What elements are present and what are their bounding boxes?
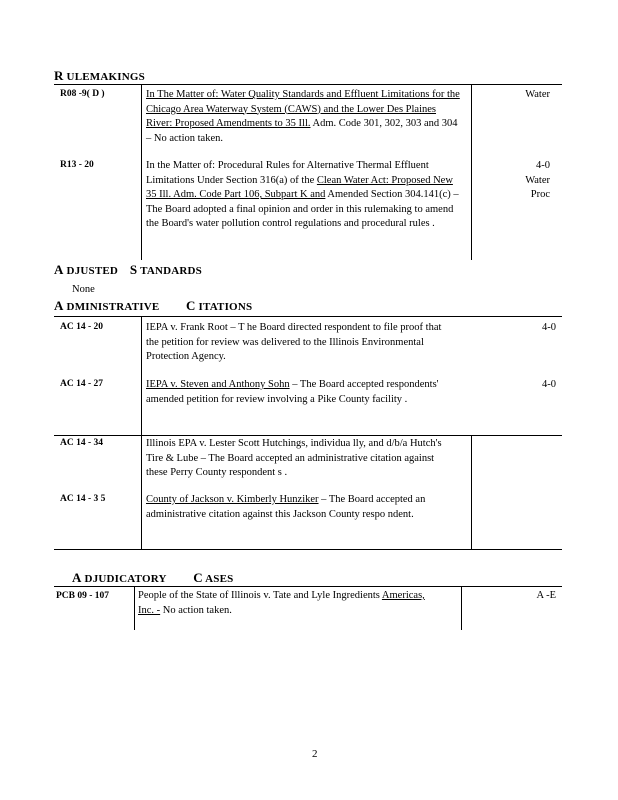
column-divider [134,586,135,630]
vote-cell: A -E [536,590,556,601]
divider [54,549,562,550]
case-number: R13 - 20 [60,160,94,170]
case-description: County of Jackson v. Kimberly Hunziker – The Board accepted an administrative citation against this Jackson County respo ndent. [146,494,426,520]
none-text: None [72,284,95,295]
column-divider [471,435,472,550]
case-description: IEPA v. Steven and Anthony Sohn – The Board accepted respondents' amended petition for review involving a Pike County facility . [146,379,439,405]
section-heading-administrative-citations: A DMINISTRATIVE C ITATIONS [54,298,253,313]
case-number: AC 14 - 27 [60,379,104,389]
divider [54,84,562,85]
case-number: R08 -9( D ) [60,89,105,99]
column-divider [471,84,472,260]
case-number: AC 14 - 34 [60,438,104,448]
case-description: IEPA v. Frank Root – T he Board directed respondent to file proof that the petition for review was delivered to the Illinois Environmental Protection Agency. [146,322,442,362]
case-number: AC 14 - 3 5 [60,494,106,504]
divider [54,586,562,587]
case-description: In the Matter of: Procedural Rules for Alternative Thermal Effluent Limitations Under Section 316(a) of the Clean Water Act: Proposed New 35 Ill. Adm. Code Part 106, Subpart K and Amended Section 304.141(c) – The Board adopted a final opinion and order in this rulemaking to amend the Board's water pollution control regulations and procedural rules . [146,160,459,229]
vote-cell: 4-0 [542,379,556,390]
column-divider [141,84,142,260]
vote-cell: 4-0 [542,322,556,333]
case-number: PCB 09 - 107 [56,591,110,601]
case-description: People of the State of Illinois v. Tate and Lyle Ingredients Americas, Inc. - No action taken. [138,590,425,616]
divider [54,316,562,317]
page-number: 2 [312,748,318,760]
case-number: AC 14 - 20 [60,322,104,332]
divider [54,435,562,436]
vote-cell: 4-0 Water Proc [525,160,550,200]
case-description: In The Matter of: Water Quality Standards and Effluent Limitations for the Chicago Area Waterway System (CAWS) and the Lower Des Plaines River: Proposed Amendments to 35 Ill. Adm. Code 301, 302, 303 and 304 – No action taken. [146,89,460,144]
column-divider [141,316,142,550]
section-heading-adjudicatory-cases: A DJUDICATORY C ASES [72,570,234,585]
section-heading-rulemakings: R ULEMAKINGS [54,68,145,83]
case-description: Illinois EPA v. Lester Scott Hutchings, individua lly, and d/b/a Hutch's Tire & Lube – The Board accepted an administrative citation against these Perry County respondent s . [146,438,442,478]
section-heading-adjusted-standards: A DJUSTED S TANDARDS [54,262,202,277]
column-divider [461,586,462,630]
vote-cell: Water [525,89,550,100]
